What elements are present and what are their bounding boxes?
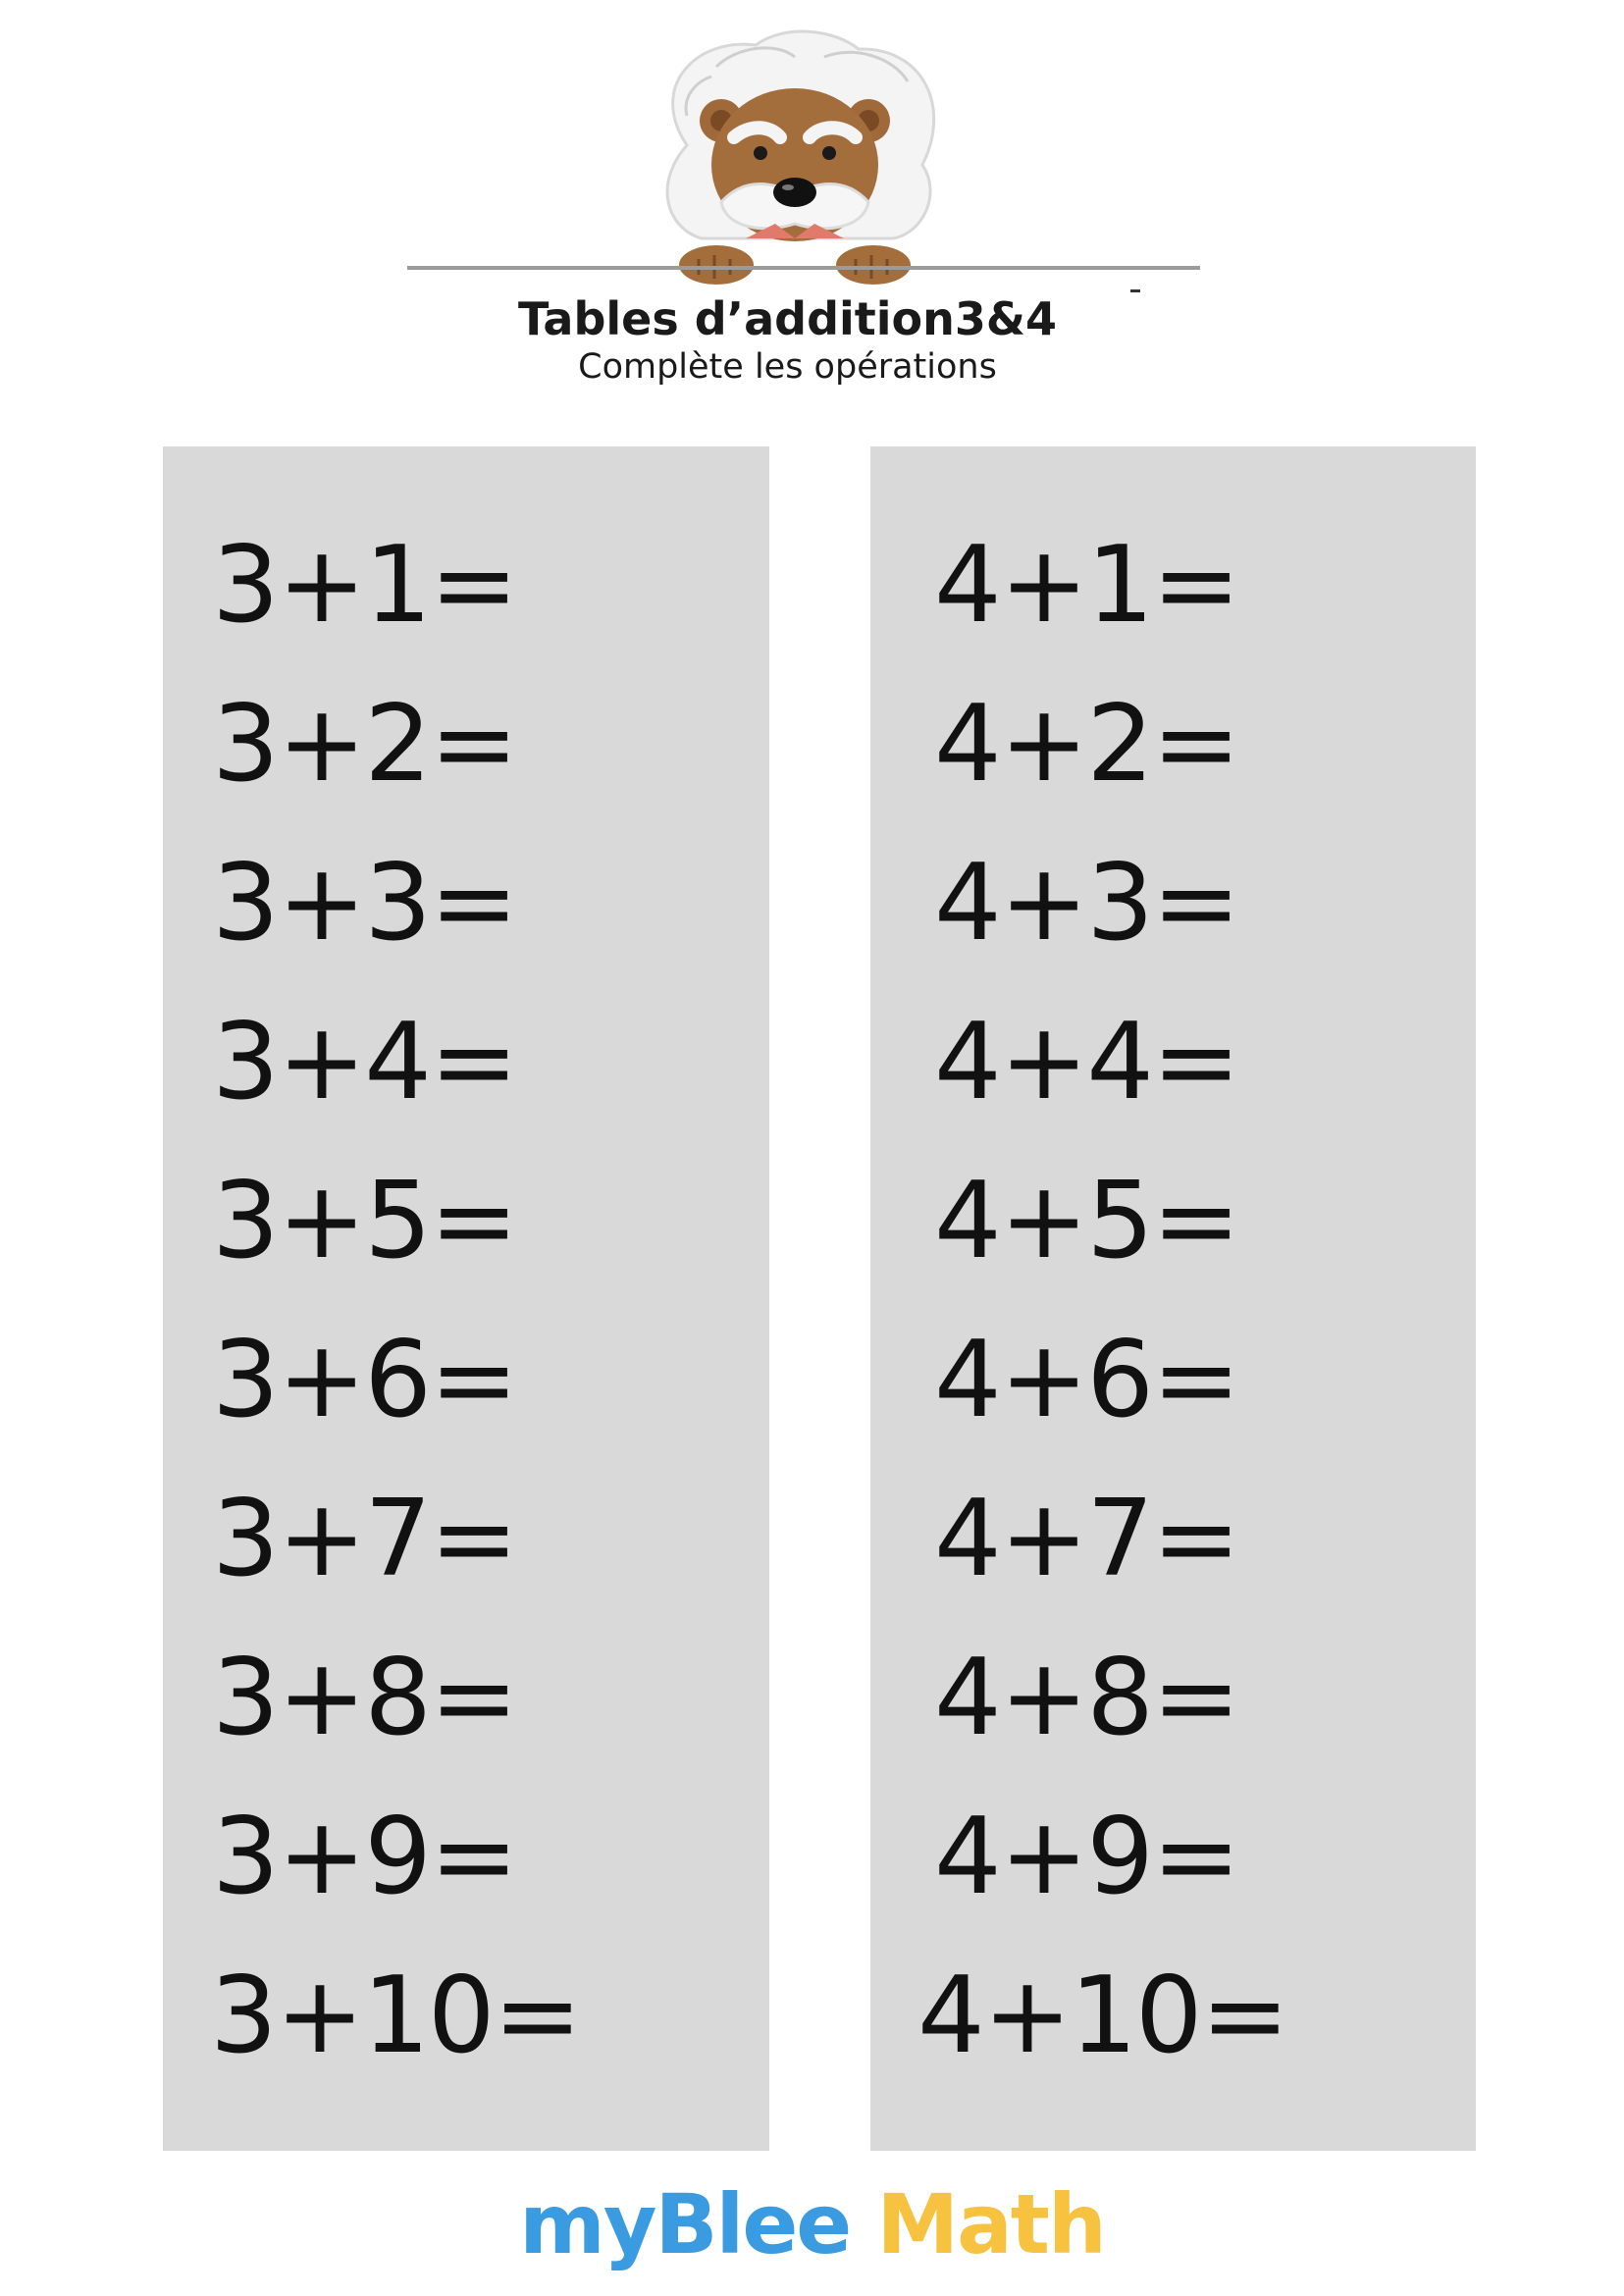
operation-item: 4+8= xyxy=(934,1637,1239,1759)
table-4-panel xyxy=(870,446,1476,2151)
operation-item: 4+1= xyxy=(934,524,1239,647)
operation-item: 3+9= xyxy=(212,1796,517,1918)
operation-item: 3+3= xyxy=(212,842,517,965)
operation-item: 3+8= xyxy=(212,1637,517,1759)
operation-item: 4+7= xyxy=(934,1478,1239,1600)
operation-item: 4+9= xyxy=(934,1796,1239,1918)
operation-item: 3+5= xyxy=(212,1160,517,1282)
operation-item: 4+4= xyxy=(934,1001,1239,1123)
brand-suffix: Math xyxy=(876,2176,1105,2272)
operation-item: 3+10= xyxy=(210,1955,581,2077)
brand-logo xyxy=(0,2176,1624,2272)
bear-mascot-icon xyxy=(628,27,962,292)
operation-item: 4+3= xyxy=(934,842,1239,965)
operation-item: 4+2= xyxy=(934,683,1239,806)
page-title: Tables d’addition3&4 xyxy=(517,292,1058,345)
table-3-panel xyxy=(163,446,769,2151)
operation-item: 3+1= xyxy=(212,524,517,647)
operation-item: 4+6= xyxy=(934,1319,1239,1441)
brand-prefix: myBlee xyxy=(519,2176,851,2272)
operation-item: 3+6= xyxy=(212,1319,517,1441)
page-subtitle: Complète les opérations xyxy=(578,347,997,387)
header-divider xyxy=(407,266,1200,270)
operation-item: 3+2= xyxy=(212,683,517,806)
operation-item: 3+7= xyxy=(212,1478,517,1600)
operation-item: 4+10= xyxy=(917,1955,1288,2077)
operation-item: 3+4= xyxy=(212,1001,517,1123)
operation-item: 4+5= xyxy=(934,1160,1239,1282)
